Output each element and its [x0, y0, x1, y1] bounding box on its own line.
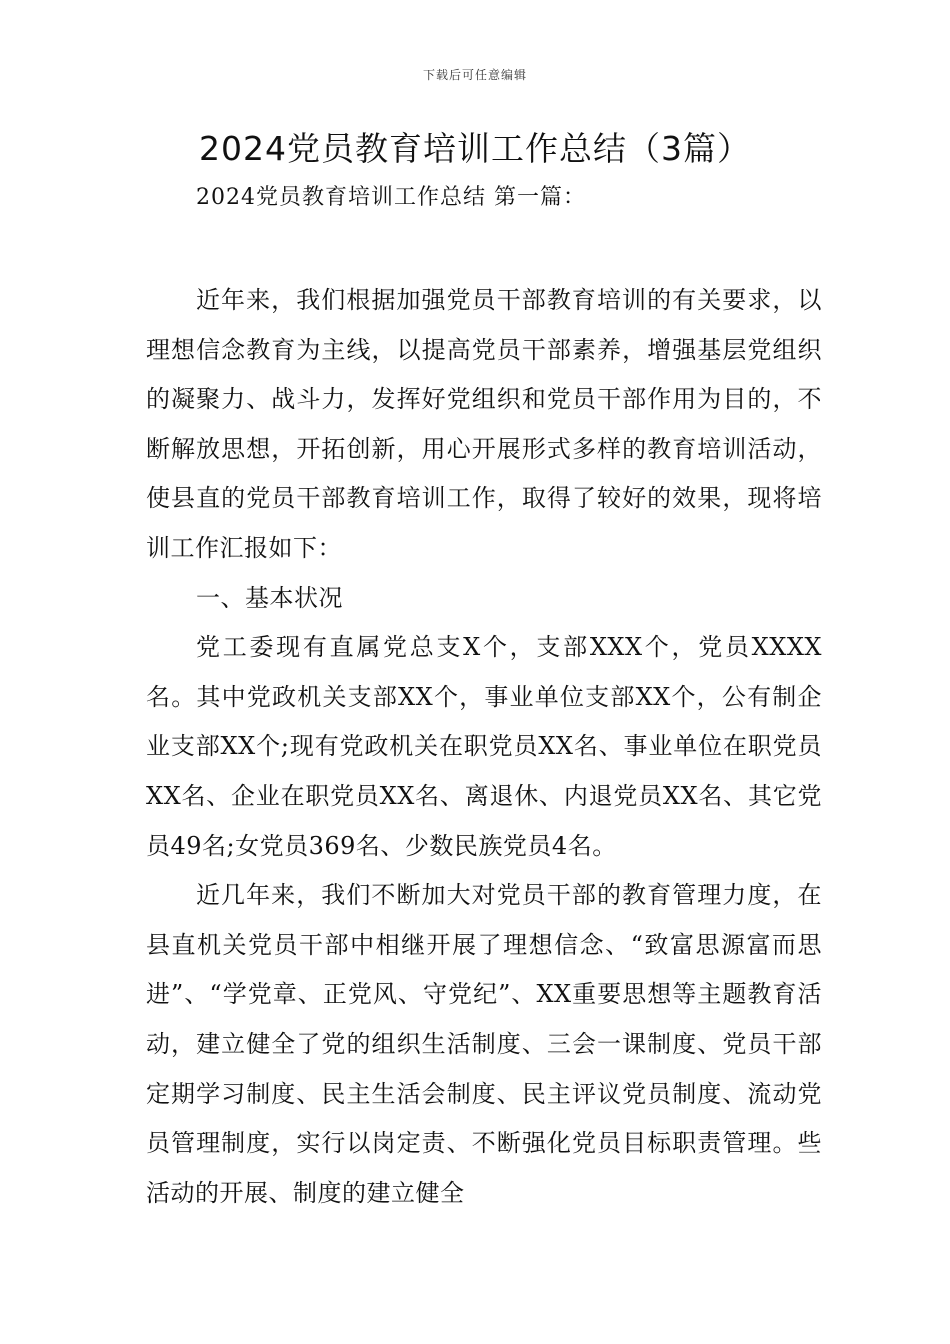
- section-subtitle: 2024党员教育培训工作总结 第一篇：: [196, 185, 586, 210]
- page-header-note: 下载后可任意编辑: [422, 68, 527, 82]
- paragraph-party-statistics: 党工委现有直属党总支X个，支部XXX个，党员XXXX名。其中党政机关支部XX个，事业单位支部XX个，公有制企业支部XX个;现有党政机关在职党员XX名、事业单位在职党员XX名、企业在职党员XX名、离退休、内退党员XX名、其它党员49名;女党员369名、少数民族党员4名。: [146, 633, 822, 860]
- document-title: 2024党员教育培训工作总结（3篇）: [199, 129, 751, 168]
- paragraph-intro: 近年来，我们根据加强党员干部教育培训的有关要求，以理想信念教育为主线，以提高党员干部素养，增强基层党组织的凝聚力、战斗力，发挥好党组织和党员干部作用为目的，不断解放思想，开拓创新，用心开展形式多样的教育培训活动，使县直的党员干部教育培训工作，取得了较好的效果，现将培训工作汇报如下：: [146, 286, 822, 562]
- paragraph-education-activities: 近几年来，我们不断加大对党员干部的教育管理力度，在县直机关党员干部中相继开展了理想信念、“致富思源富而思进”、“学党章、正党风、守党纪”、XX重要思想等主题教育活动，建立健全了党的组织生活制度、三会一课制度、党员干部定期学习制度、民主生活会制度、民主评议党员制度、流动党员管理制度，实行以岗定责、不断强化党员目标职责管理。些活动的开展、制度的建立健全: [146, 881, 822, 1207]
- document-body: [146, 276, 822, 1218]
- section-heading-basic-status: 一、基本状况: [196, 583, 343, 612]
